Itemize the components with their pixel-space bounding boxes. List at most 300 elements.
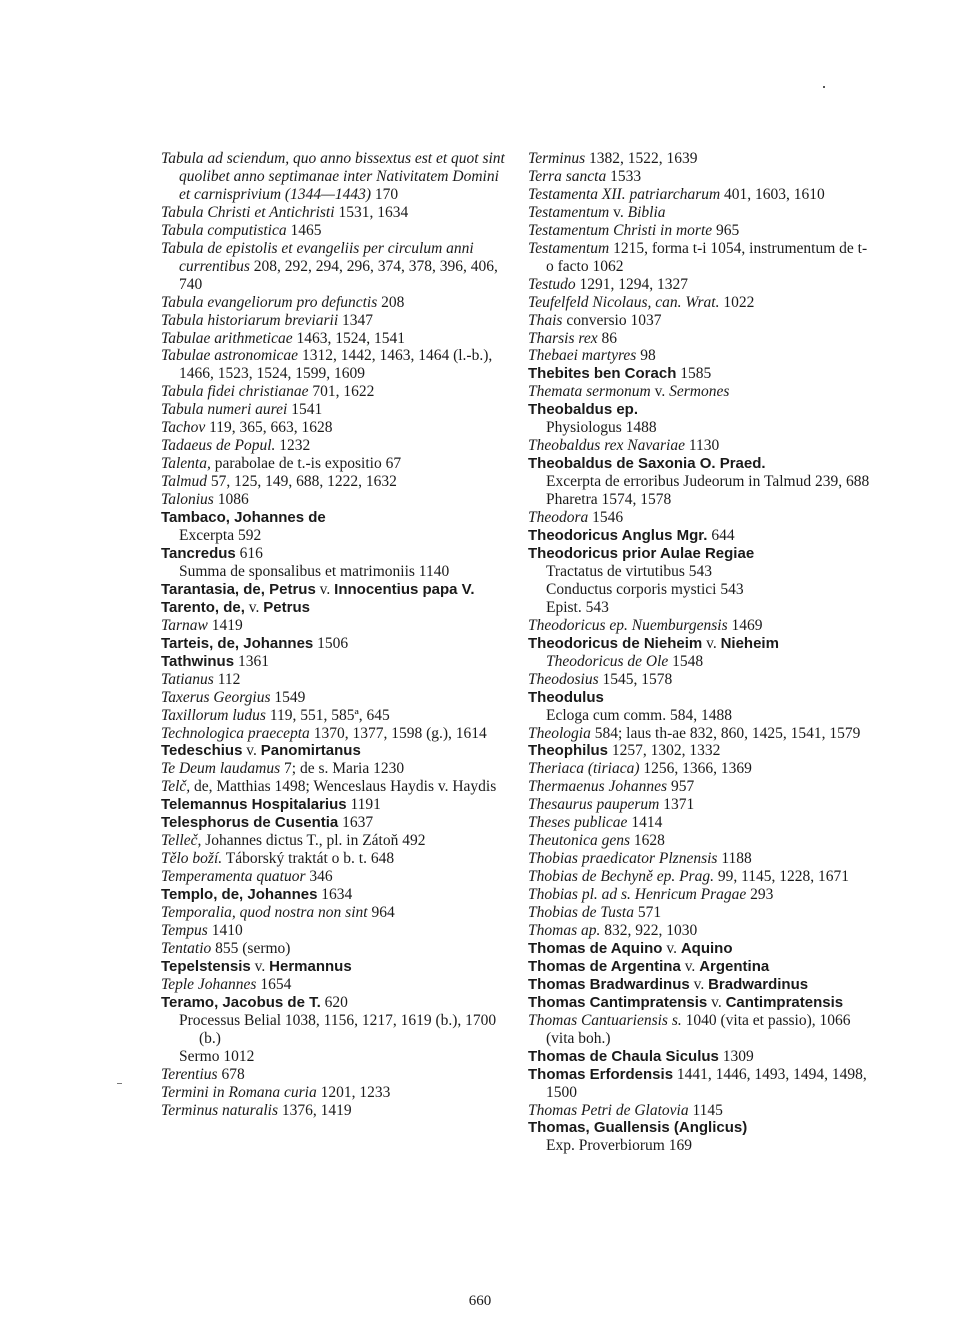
entry-heading: Temporalia, quod nostra non sint [161,904,368,922]
entry-references: 7; de s. Maria 1230 [280,760,405,778]
entry-heading: Tarnaw [161,616,208,634]
entry-heading: Terra sancta [528,167,607,185]
entry-references: v. [244,598,264,616]
index-entry [528,868,873,886]
entry-text: Excerpta de erroribus Judeorum in Talmud 239, 688 [546,473,870,491]
index-entry [161,437,506,455]
entry-heading: Tatianus [161,670,214,688]
entry-heading: Tarantasia, de, Petrus [161,580,316,598]
entry-references: conversio 1037 [562,311,662,329]
entry-references: 1441, 1446, 1493, 1494, 1498, 1500 [546,1065,867,1101]
entry-references: 1548 [668,652,704,670]
entry-heading: Telemannus Hospitalarius [161,796,347,814]
print-speck [823,86,825,88]
entry-references: 1637 [338,814,374,832]
index-entry [528,545,873,563]
entry-heading: Tabula historiarum breviarii [161,311,339,329]
entry-references: 1145 [688,1101,723,1119]
entry-heading: Thesaurus pauperum [528,796,660,814]
index-entry [161,419,506,437]
entry-references: 1086 [213,491,249,509]
entry-references: 1585 [676,365,712,383]
index-subentry [528,653,873,671]
index-entry [528,904,873,922]
entry-heading: Thomas, Guallensis (Anglicus) [528,1119,748,1137]
index-entry [161,850,506,868]
entry-heading: Tabula fidei christianae [161,383,309,401]
entry-heading: Thomas de Chaula Siculus [528,1047,719,1065]
entry-heading: Theodoricus de Ole [546,652,669,670]
entry-references: 1040 (vita et passio), 1066 (vita boh.) [546,1011,851,1047]
entry-references: 1215, forma t-i 1054, instrumentum de t-o facto 1062 [546,239,868,275]
entry-heading: Testudo [528,275,576,293]
index-entry [161,294,506,312]
entry-references: 1347 [338,311,374,329]
entry-heading: Teple Johannes [161,975,257,993]
index-entry [161,868,506,886]
entry-heading: Tabula numeri aurei [161,401,288,419]
index-entry [528,832,873,850]
index-entry [528,725,873,743]
index-entry [528,760,873,778]
entry-references: 1654 [256,975,292,993]
index-entry [161,545,506,563]
index-entry [528,671,873,689]
entry-references: 1371 [659,796,695,814]
index-entry [161,814,506,832]
entry-heading: Theodosius [528,670,599,688]
entry-heading: Theodora [528,509,589,527]
index-entry [161,204,506,222]
entry-references: de, Matthias 1498; Wenceslaus Haydis v. Haydis [190,778,497,796]
entry-references: v. [702,634,721,652]
cross-reference: Cantimpratensis [725,993,844,1011]
index-entry [161,689,506,707]
index-subentry [161,1012,506,1048]
index-entry [161,940,506,958]
entry-references: 1465 [286,221,322,239]
index-entry [161,383,506,401]
entry-heading: Teramo, Jacobus de T. [161,993,321,1011]
index-column-left [161,150,506,1119]
index-subentry [528,473,873,491]
entry-heading: Thermaenus Johannes [528,778,668,796]
entry-references: 1463, 1524, 1541 [292,329,405,347]
page-number: 660 [468,1293,492,1309]
entry-heading: Theutonica gens [528,832,631,850]
index-entry [528,186,873,204]
index-entry [528,1119,873,1137]
entry-references: 1191 [346,796,381,814]
cross-reference: Aquino [680,939,733,957]
entry-heading: Theophilus [528,742,608,760]
entry-references: v. [609,203,628,221]
entry-references: v. [662,939,681,957]
entry-references: 1546 [588,509,624,527]
cross-reference: Innocentius papa V. [334,580,475,598]
entry-references: 1506 [313,634,349,652]
index-entry [161,240,506,294]
entry-heading: Theobaldus rex Navariae [528,437,685,455]
entry-heading: Temperamenta quatuor [161,868,306,886]
index-entry [161,347,506,383]
index-entry [161,760,506,778]
entry-references: v. [242,742,261,760]
entry-heading: Tentatio [161,939,212,957]
entry-references: 1545, 1578 [598,670,673,688]
entry-heading: Thais [528,311,563,329]
entry-heading: Terminus [528,150,586,167]
entry-heading: Theodoricus de Nieheim [528,634,703,652]
index-entry [528,886,873,904]
index-entry [161,796,506,814]
entry-heading: Testamenta XII. patriarcharum [528,185,721,203]
entry-references: 293 [746,886,774,904]
index-entry [161,778,506,796]
entry-text: Ecloga cum comm. 584, 1488 [546,706,732,724]
entry-references: 1533 [606,167,642,185]
index-entry [161,330,506,348]
index-subentry [528,1137,873,1155]
entry-heading: Theses publicae [528,814,628,832]
cross-reference: Panomirtanus [260,742,361,760]
entry-heading: Theodoricus Anglus Mgr. [528,527,708,545]
entry-references: 1549 [270,688,306,706]
index-entry [161,312,506,330]
entry-heading: Theodoricus ep. Nuemburgensis [528,616,728,634]
entry-text: Exp. Proverbiorum 169 [546,1137,692,1155]
entry-heading: Theodoricus prior Aulae Regiae [528,544,755,562]
entry-references: 208 [377,293,405,311]
entry-heading: Thomas de Aquino [528,939,663,957]
entry-heading: Thomas Cantimpratensis [528,993,708,1011]
entry-heading: Thobias pl. ad s. Henricum Pragae [528,886,747,904]
index-entry [528,527,873,545]
entry-references: 1469 [727,616,763,634]
index-entry [161,222,506,240]
entry-references: 620 [320,993,348,1011]
entry-heading: Tělo boží. [161,850,223,868]
index-entry [161,725,506,743]
entry-text: Processus Belial 1038, 1156, 1217, 1619 (b.), 1700 (b.) [179,1011,497,1047]
index-entry [528,922,873,940]
entry-references: 208, 292, 294, 296, 374, 378, 396, 406, 740 [179,257,498,293]
index-entry [161,599,506,617]
index-subentry [528,581,873,599]
index-entry [161,1066,506,1084]
entry-references: 1257, 1302, 1332 [608,742,721,760]
index-entry [161,581,506,599]
entry-text: Summa de sponsalibus et matrimoniis 1140 [179,562,450,580]
entry-references: 1256, 1366, 1369 [639,760,752,778]
index-entry [161,401,506,419]
entry-heading: Thomas de Argentina [528,957,681,975]
entry-references: 401, 1603, 1610 [720,185,825,203]
index-entry [161,491,506,509]
index-entry [161,635,506,653]
entry-heading: Talmud [161,473,207,491]
entry-references: 1628 [630,832,665,850]
entry-references: 119, 551, 585ª, 645 [265,706,390,724]
entry-heading: Tempus [161,921,208,939]
entry-references: 119, 365, 663, 1628 [205,419,333,437]
index-entry [528,240,873,276]
entry-references: v. [680,957,700,975]
index-subentry [528,491,873,509]
index-entry [528,617,873,635]
index-entry [161,150,506,204]
entry-heading: Thomas Bradwardinus [528,975,690,993]
index-entry [528,940,873,958]
entry-references: 1410 [207,921,243,939]
index-subentry [528,563,873,581]
entry-references: 832, 922, 1030 [600,921,698,939]
index-entry [528,976,873,994]
index-subentry [528,707,873,725]
entry-heading: Tabula de epistolis et evangeliis per circulum anni currentibus [161,239,474,275]
entry-heading: Tambaco, Johannes de [161,509,326,527]
entry-heading: Thomas Petri de Glatovia [528,1101,689,1119]
entry-references: v. [650,383,670,401]
index-entry [528,347,873,365]
entry-heading: Thomas ap. [528,921,601,939]
entry-text: Epist. 543 [546,598,609,616]
index-entry [528,168,873,186]
entry-references: 86 [597,329,617,347]
cross-reference: Biblia [627,203,666,221]
entry-heading: Theriaca (tiriaca) [528,760,640,778]
index-entry [528,778,873,796]
entry-heading: Theobaldus de Saxonia O. Praed. [528,455,766,473]
index-entry [161,671,506,689]
entry-heading: Tancredus [161,544,236,562]
entry-heading: Theodulus [528,688,604,706]
index-entry [528,509,873,527]
index-entry [161,832,506,850]
index-entry [161,904,506,922]
entry-heading: Teufelfeld Nicolaus, can. Wrat. [528,293,720,311]
entry-references: 1634 [317,886,353,904]
entry-heading: Thobias de Bechyně ep. Prag. [528,868,714,886]
entry-references: 1312, 1442, 1463, 1464 (l.-b.), 1466, 1523, 1524, 1599, 1609 [179,347,493,383]
index-entry [161,958,506,976]
index-entry [528,1048,873,1066]
index-entry [528,150,873,168]
index-entry [161,1084,506,1102]
entry-heading: Thobias de Tusta [528,904,634,922]
entry-heading: Tarento, de, [161,598,245,616]
entry-references: 1022 [719,293,755,311]
entry-heading: Taxillorum ludus [161,706,266,724]
entry-references: v. [250,957,270,975]
entry-references: 965 [712,221,740,239]
entry-references: 1291, 1294, 1327 [575,275,689,293]
entry-text: Conductus corporis mystici 543 [546,580,744,598]
cross-reference: Nieheim [720,634,779,652]
index-entry [528,204,873,222]
index-entry [528,994,873,1012]
entry-references: 1541 [287,401,323,419]
index-entry [528,276,873,294]
entry-heading: Tarteis, de, Johannes [161,634,314,652]
index-subentry [161,1048,506,1066]
entry-heading: Thomas Cantuariensis s. [528,1011,682,1029]
entry-references: 616 [235,544,263,562]
entry-references: 678 [217,1065,245,1083]
entry-heading: Tabula computistica [161,221,287,239]
index-entry [528,455,873,473]
index-entry [161,617,506,635]
entry-text: Excerpta 592 [179,527,262,545]
index-entry [528,635,873,653]
index-entry [528,437,873,455]
entry-references: 1414 [627,814,663,832]
entry-references: 1376, 1419 [278,1101,352,1119]
entry-references: 98 [636,347,656,365]
entry-references: 112 [213,670,241,688]
entry-heading: Tedeschius [161,742,243,760]
index-entry [161,886,506,904]
entry-references: 1419 [207,616,243,634]
entry-heading: Tabula Christi et Antichristi [161,203,335,221]
entry-references: 1382, 1522, 1639 [585,150,698,167]
entry-references: 1130 [685,437,720,455]
entry-references: Táborský traktát o b. t. 648 [222,850,395,868]
index-entry [161,976,506,994]
index-entry [161,742,506,760]
cross-reference: Sermones [669,383,730,401]
index-entry [161,509,506,527]
index-entry [528,850,873,868]
entry-text: Pharetra 1574, 1578 [546,491,672,509]
entry-references: v. [689,975,709,993]
index-entry [528,689,873,707]
cross-reference: Petrus [263,598,310,616]
entry-heading: Talenta, [161,455,211,473]
entry-references: v. [315,580,335,598]
index-entry [528,330,873,348]
index-entry [528,401,873,419]
entry-references: 584; laus th-ae 832, 860, 1425, 1541, 1579 [590,724,861,742]
entry-heading: Termini in Romana curia [161,1083,317,1101]
entry-text: Physiologus 1488 [546,419,657,437]
entry-text: Tractatus de virtutibus 543 [546,562,713,580]
entry-references: 957 [667,778,695,796]
entry-references: 964 [367,904,395,922]
entry-heading: Tabula ad sciendum, quo anno bissextus est et quot sint quolibet anno septimanae inter Nativitatem Domini et carnisprivium (1344—1443) [161,150,505,203]
entry-references: 170 [371,185,399,203]
index-entry [528,1102,873,1120]
entry-heading: Themata sermonum [528,383,651,401]
entry-heading: Terentius [161,1065,218,1083]
entry-references: 701, 1622 [308,383,375,401]
index-subentry [528,599,873,617]
entry-references: 1201, 1233 [316,1083,391,1101]
index-entry [528,294,873,312]
entry-references: parabolae de t.-is expositio 67 [210,455,402,473]
entry-heading: Tharsis rex [528,329,598,347]
index-entry [528,365,873,383]
index-column-right [528,150,873,1155]
entry-heading: Tachov [161,419,206,437]
entry-references: 1361 [234,652,269,670]
entry-heading: Talonius [161,491,214,509]
entry-references: 99, 1145, 1228, 1671 [713,868,850,886]
entry-text: Sermo 1012 [179,1047,255,1065]
entry-references: 1232 [275,437,311,455]
index-entry [161,653,506,671]
entry-heading: Tabulae arithmeticae [161,329,293,347]
entry-heading: Tabula evangeliorum pro defunctis [161,293,378,311]
index-entry [528,312,873,330]
index-subentry [161,563,506,581]
index-entry [161,707,506,725]
entry-heading: Telesphorus de Cusentia [161,814,339,832]
cross-reference: Hermannus [269,957,352,975]
entry-references: 1370, 1377, 1598 (g.), 1614 [309,724,487,742]
cross-reference: Bradwardinus [708,975,809,993]
index-entry [528,1012,873,1048]
entry-heading: Theobaldus ep. [528,401,639,419]
entry-references: Johannes dictus T., pl. in Zátoň 492 [201,832,426,850]
entry-heading: Telč, [161,778,191,796]
entry-heading: Taxerus Georgius [161,688,271,706]
index-entry [161,994,506,1012]
entry-heading: Tabulae astronomicae [161,347,299,365]
entry-heading: Thebaei martyres [528,347,637,365]
cross-reference: Argentina [699,957,770,975]
entry-heading: Testamentum [528,239,610,257]
index-entry [161,473,506,491]
entry-references: 644 [707,527,735,545]
entry-heading: Tathwinus [161,652,235,670]
entry-references: 57, 125, 149, 688, 1222, 1632 [206,473,397,491]
entry-heading: Tepelstensis [161,957,251,975]
entry-heading: Thomas Erfordensis [528,1065,674,1083]
print-speck [117,1083,122,1084]
entry-heading: Testamentum [528,203,610,221]
entry-heading: Technologica praecepta [161,724,310,742]
index-entry [528,958,873,976]
index-entry [528,383,873,401]
entry-references: 571 [633,904,662,922]
entry-heading: Terminus naturalis [161,1101,278,1119]
entry-heading: Tadaeus de Popul. [161,437,276,455]
entry-heading: Thobias praedicator Plznensis [528,850,718,868]
entry-heading: Testamentum Christi in morte [528,221,713,239]
entry-heading: Templo, de, Johannes [161,886,318,904]
entry-references: v. [707,993,726,1011]
index-entry [528,796,873,814]
entry-heading: Te Deum laudamus [161,760,281,778]
entry-references: 1309 [718,1047,754,1065]
entry-references: 346 [305,868,333,886]
entry-references: 855 (sermo) [211,939,291,957]
entry-heading: Telleč, [161,832,202,850]
index-entry [528,814,873,832]
entry-heading: Theologia [528,724,591,742]
index-entry [161,922,506,940]
index-subentry [528,419,873,437]
index-entry [528,222,873,240]
entry-references: 1188 [717,850,752,868]
entry-references: 1531, 1634 [334,203,409,221]
index-entry [161,1102,506,1120]
index-entry [528,1066,873,1102]
entry-heading: Thebites ben Corach [528,365,677,383]
index-subentry [161,527,506,545]
index-entry [528,742,873,760]
